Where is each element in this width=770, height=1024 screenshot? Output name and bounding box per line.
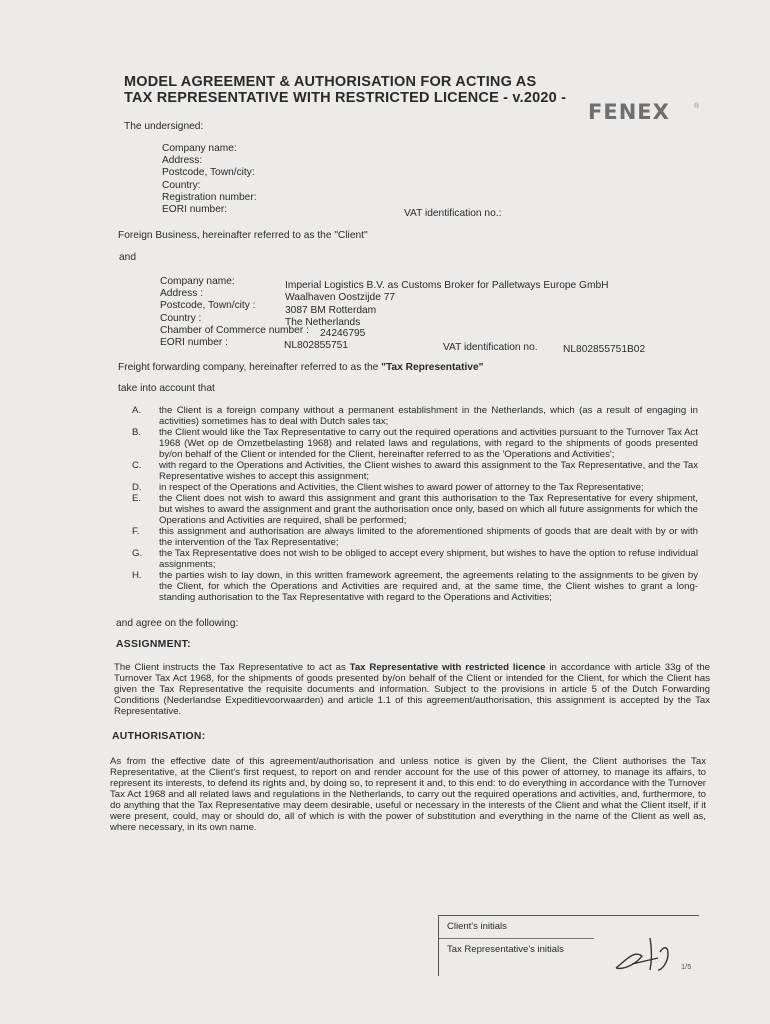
recital-text: the Client does not wish to award this assignment and grant this authorisation to the Tax Representative for every shipment, but wishes to award the assignment and grant the authorisation once only, based on which all future assignments for which the Operations and Activities are required, shall be performed; [159,493,698,526]
document-title [124,74,566,106]
recitals-list [132,405,698,603]
recital-letter: B. [132,427,142,438]
rep-value-list [285,280,608,330]
rep-field-value: The Netherlands [285,317,361,329]
rep-definition-term: "Tax Representative" [381,362,484,373]
client-field-label: Company name: [162,143,237,154]
rep-field-label: Address : [160,288,204,300]
rep-vat-value: NL802855751B02 [563,344,646,355]
recital-item [132,405,698,427]
authorisation-heading: AUTHORISATION: [112,731,206,742]
client-initials-label: Client's initials [447,921,507,932]
client-field-label: Country: [162,179,201,191]
recital-letter: F. [132,526,140,537]
recital-item [132,482,698,493]
rep-field-value: Waalhaven Oostzijde 77 [285,292,396,304]
recital-text: the Tax Representative does not wish to be obliged to accept every shipment, but wishes to have the option to refuse individual assignments; [159,548,698,570]
title-line-2: TAX REPRESENTATIVE WITH RESTRICTED LICENCE - v.2020 - [124,90,567,106]
assignment-text-a: The Client instructs the Tax Representative to act as [114,662,350,673]
client-field-label: EORI number: [162,203,228,215]
and-label: and [119,252,136,263]
page-number: 1/5 [681,962,692,971]
recital-letter: A. [132,405,142,416]
recital-letter: H. [132,570,142,581]
rep-field-value: 3087 BM Rotterdam [285,304,377,316]
recital-item [132,427,698,460]
initials-divider [439,938,594,939]
rep-field-label: Chamber of Commerce number : [160,324,309,336]
recital-text: with regard to the Operations and Activities, the Client wishes to award this assignment to the Tax Representative, and the Tax Representative wishes to accept this assignment; [159,460,698,482]
undersigned-label: The undersigned: [124,121,204,132]
client-field-label: Postcode, Town/city: [162,167,255,179]
recital-letter: C. [132,460,142,471]
assignment-text-bold: Tax Representative with restricted licence [349,662,546,673]
signature-initials [612,930,682,976]
recital-item [132,493,698,526]
recital-text: the parties wish to lay down, in this written framework agreement, the agreements relating to the assignments to be given by the Client, for which the Operations and Activities are required and, at the same time, the Client wishes to grant a long-standing authorisation to the Tax Representative with regard to the Operations and Activities; [159,570,698,603]
rep-field-label: Country : [160,312,202,324]
client-field-list [162,143,257,216]
recital-letter: G. [132,548,143,559]
client-definition [118,230,368,242]
recital-text: in respect of the Operations and Activities, the Client wishes to award power of attorney to the Tax Representative; [159,482,644,493]
rep-definition-text: Freight forwarding company, hereinafter referred to as the [118,362,382,373]
client-field-label: Address: [162,155,203,167]
title-line-1: MODEL AGREEMENT & AUTHORISATION FOR ACTING AS [124,74,537,90]
rep-eori-value: NL802855751 [284,340,349,351]
assignment-text-b: in accordance with article 33g of the Turnover Tax Act 1968, for the shipments of goods presented by/on behalf of the Client or intended for the Client, for which the Client has given the Tax Representative the requisite documents and information. Subject to the provisions in article 5 of the Dutch Forwarding Conditions (Nederlandse Expeditievoorwaarden) and article 1.1 of this agreement/authorisation, this assignment is accepted by the Tax Representative. [114,662,710,717]
logo-mark-icon: ® [694,103,700,110]
authorisation-paragraph: As from the effective date of this agreement/authorisation and unless notice is given by the Client, the Client authorises the Tax Representative, at the Client's first request, to report on and render account for the use of this power of attorney, to manage its affairs, to represent its interests, to defend its rights and, by doing so, to represent it and, to this end: to do everything in accordance with the Turnover Tax Act 1968 and all related laws and regulations in the Netherlands, to carry out the required operations and activities, and, furthermore, to do anything that the Tax Representative may deem desirable, useful or necessary in the interests of the Client and what the Client itself, if it were present, could, may or should do, all of which is with the power of substitution and everything in the name of the Client as well as, where necessary, in its own name. [110,756,706,833]
client-field-label: Registration number: [162,191,257,203]
recital-item [132,460,698,482]
recital-text: the Client is a foreign company without a permanent establishment in the Netherlands, which (as a result of engaging in activities) sometimes has to deal with Dutch sales tax; [159,405,698,427]
recital-text: the Client would like the Tax Representative to carry out the required operations and activities pursuant to the Turnover Tax Act 1968 (Wet op de Omzetbelasting 1968) and related laws and regulations, with regard to the shipments of goods presented by/on behalf of the Client or intended for the Client, hereinafter referred to as the 'Operations and Activities'; [159,427,698,460]
recital-item [132,570,698,603]
rep-field-value: Imperial Logistics B.V. as Customs Broker for Palletways Europe GmbH [285,280,609,291]
rep-coc-value: 24246795 [320,328,366,339]
rep-vat-label: VAT identification no. [443,342,538,353]
recital-letter: D. [132,482,142,493]
client-vat-label: VAT identification no.: [404,208,502,219]
recital-item [132,526,698,548]
assignment-paragraph [114,662,710,717]
fenex-logo: FENEX [588,100,670,124]
rep-field-label: Postcode, Town/city : [160,300,256,312]
recital-text: this assignment and authorisation are always limited to the aforementioned shipments of goods that are dealt with by or with the intervention of the Tax Representative; [159,526,698,548]
agree-line: and agree on the following: [116,618,239,629]
rep-field-label: Company name: [160,276,235,287]
client-definition-text: Foreign Business, hereinafter referred to as the "Client" [118,230,368,241]
rep-field-label: EORI number : [160,336,228,348]
take-into-account: take into account that [118,383,215,394]
recital-letter: E. [132,493,142,504]
rep-definition [118,362,483,374]
rep-initials-label: Tax Representative's initials [447,944,564,955]
recital-item [132,548,698,570]
assignment-heading: ASSIGNMENT: [116,639,191,650]
